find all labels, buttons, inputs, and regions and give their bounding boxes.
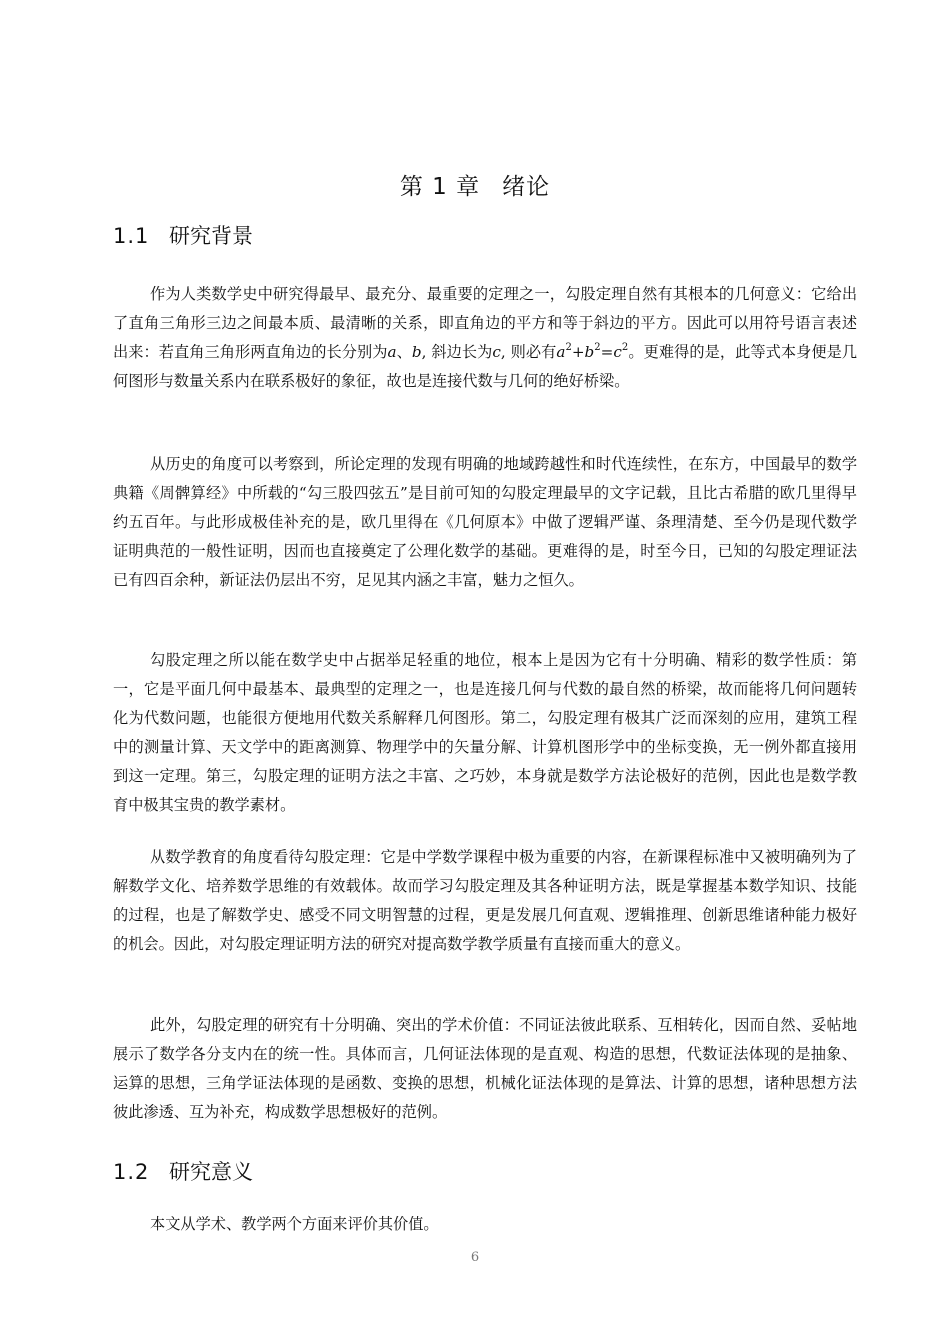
section-title: 研究意义 [169,1160,253,1184]
section-number: 1.2 [113,1160,150,1184]
eq-plus: + [571,343,585,361]
chapter-title [0,168,950,201]
page-number: 6 [470,1250,480,1265]
paragraph-text: 。更难得的是，此等式本身便是几何图形与数量关系内在联系极好的象征，故也是连接代数与几何的绝好桥梁。 [113,343,858,390]
section-title: 研究背景 [169,224,253,248]
eq-exponent: 2 [621,342,629,353]
pythagorean-equation [556,343,628,361]
section-heading-1-2 [113,1156,253,1186]
chapter-number: 第 1 章 [399,174,481,200]
eq-exponent: 2 [594,342,601,353]
paragraph-1 [113,280,857,396]
paragraph-3: 勾股定理之所以能在数学史中占据举足轻重的地位，根本上是因为它有十分明确、精彩的数学性质：第一，它是平面几何中最基本、最典型的定理之一，也是连接几何与代数的最自然的桥梁，故而能将几何问题转化为代数问题，也能很方便地用代数关系解释几何图形。第二，勾股定理有极其广泛而深刻的应用，建筑工程中的测量计算、天文学中的距离测算、物理学中的矢量分解、计算机图形学中的坐标变换，无一例外都直接用到这一定理。第三，勾股定理的证明方法之丰富、之巧妙，本身就是数学方法论极好的范例，因此也是数学教育中极其宝贵的教学素材。 [113,651,857,814]
math-var-c: c [492,343,501,361]
eq-b: b [584,343,595,361]
paragraph-text: , 则必有 [500,343,557,361]
paragraph-4: 从数学教育的角度看待勾股定理：它是中学数学课程中极为重要的内容，在新课程标准中又被明确列为了解数学文化、培养数学思维的有效载体。故而学习勾股定理及其各种证明方法，既是掌握基本数学知识、技能的过程，也是了解数学史、感受不同文明智慧的过程，更是发展几何直观、逻辑推理、创新思维诸种能力极好的机会。因此，对勾股定理证明方法的研究对提高数学教学质量有直接而重大的意义。 [113,848,857,953]
paragraph-2: 从历史的角度可以考察到，所论定理的发现有明确的地域跨越性和时代连续性，在东方，中国最早的数学典籍《周髀算经》中所载的“勾三股四弦五”是目前可知的勾股定理最早的文字记载，且比古希腊的欧几里得早约五百年。与此形成极佳补充的是，欧几里得在《几何原本》中做了逻辑严谨、条理清楚、至今仍是现代数学证明典范的一般性证明，因而也直接奠定了公理化数学的基础。更难得的是，时至今日，已知的勾股定理证法已有四百余种，新证法仍层出不穷，足见其内涵之丰富，魅力之恒久。 [113,455,857,589]
math-var-a: a [387,343,397,361]
paragraph-text: , 斜边长为 [421,343,493,361]
paragraph-text: 、 [396,343,412,361]
paragraph-5: 此外，勾股定理的研究有十分明确、突出的学术价值：不同证法彼此联系、互相转化，因而自然、妥帖地展示了数学各分支内在的统一性。具体而言，几何证法体现的是直观、构造的思想，代数证法体现的是抽象、运算的思想，三角学证法体现的是函数、变换的思想，机械化证法体现的是算法、计算的思想，诸种思想方法彼此渗透、互为补充，构成数学思想极好的范例。 [113,1016,857,1121]
eq-equals: = [600,343,614,361]
eq-c: c [613,343,622,361]
math-var-b: b [411,343,422,361]
chapter-name: 绪论 [502,174,551,200]
paragraph-6: 本文从学术、教学两个方面来评价其价值。 [150,1215,439,1233]
eq-exponent: 2 [565,342,572,353]
section-number: 1.1 [113,224,150,248]
section-heading-1-1 [113,220,253,250]
paragraph-text: 作为人类数学史中研究得最早、最充分、最重要的定理之一，勾股定理自然有其根本的几何意义：它给出了直角三角形三边之间最本质、最清晰的关系，即直角边的平方和等于斜边的平方。因此可以用符号语言表述出来：若直角三角形两直角边的长分别为 [113,285,857,361]
eq-a: a [556,343,566,361]
